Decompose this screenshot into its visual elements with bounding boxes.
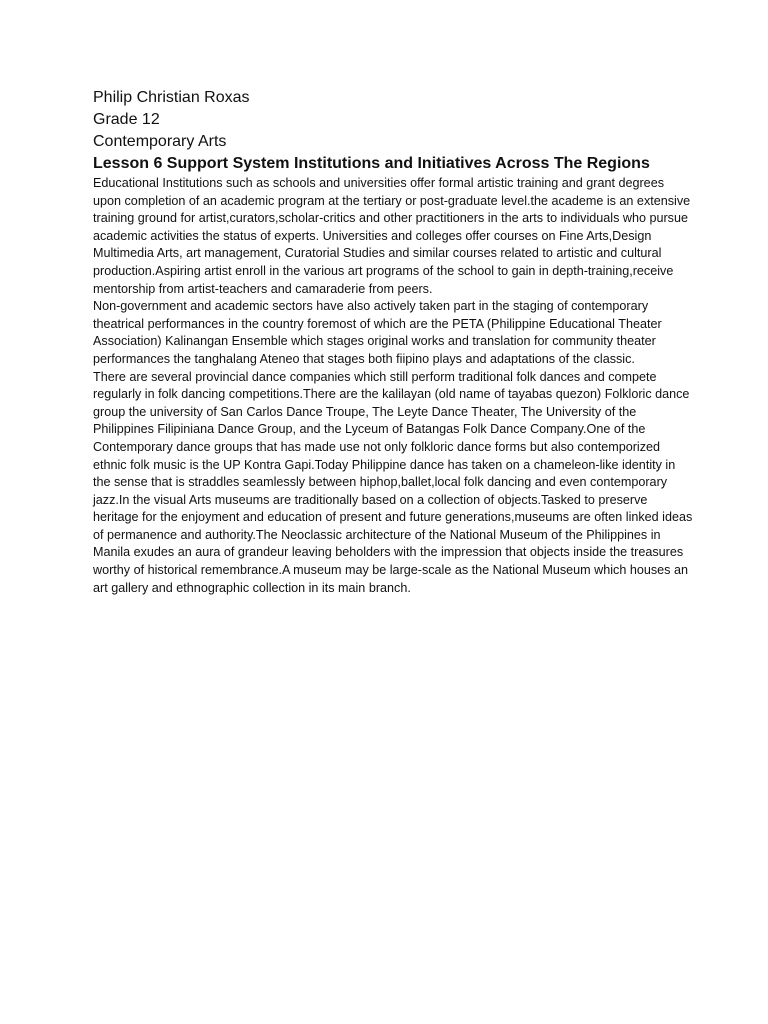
document-body — [93, 175, 693, 597]
grade-level: Grade 12 — [93, 111, 160, 128]
body-paragraph: Educational Institutions such as schools and universities offer formal artistic training and grant degrees upon completion of an academic program at the tertiary or post-graduate level.the academe is an extensive training ground for artist,curators,scholar-critics and other practitioners in the arts to individuals who pursue academic activities the status of experts. Universities and colleges offer courses on Fine Arts,Design Multimedia Arts, art management, Curatorial Studies and similar courses related to artistic and cultural production.Aspiring artist enroll in the various art programs of the school to gain in depth-training,receive mentorship from artist-teachers and camaraderie from peers. — [93, 176, 691, 296]
author-name: Philip Christian Roxas — [93, 89, 250, 106]
lesson-title: Lesson 6 Support System Institutions and Initiatives Across The Regions — [93, 155, 650, 172]
document-content — [93, 87, 693, 597]
body-paragraph: There are several provincial dance companies which still perform traditional folk dances and compete regularly in folk dancing competitions.There are the kalilayan (old name of tayabas quezon) Folkloric dance group the university of San Carlos Dance Troupe, The Leyte Dance Theater, The University of the Philippines Filipiniana Dance Group, and the Lyceum of Batangas Folk Dance Company.One of the Contemporary dance groups that has made use not only folkloric dance forms but also contemporized ethnic folk music is the UP Kontra Gapi.Today Philippine dance has taken on a chameleon-like identity in the sense that is straddles seamlessly between hiphop,ballet,local folk dancing and even contemporary jazz.In the visual Arts museums are traditionally based on a collection of objects.Tasked to preserve heritage for the enjoyment and education of present and future generations,museums are often linked ideas of permanence and authority.The Neoclassic architecture of the National Museum of the Philippines in Manila exudes an aura of grandeur leaving beholders with the impression that objects inside the treasures worthy of historical remembrance.A museum may be large-scale as the National Museum which houses an art gallery and ethnographic collection in its main branch. — [93, 369, 693, 595]
body-paragraph: Non-government and academic sectors have also actively taken part in the staging of contemporary theatrical performances in the country foremost of which are the PETA (Philippine Educational Theater Association) Kalinangan Ensemble which stages original works and translation for community theater performances the tanghalang Ateneo that stages both fiipino plays and adaptations of the classic. — [93, 299, 662, 366]
subject-title: Contemporary Arts — [93, 133, 227, 150]
